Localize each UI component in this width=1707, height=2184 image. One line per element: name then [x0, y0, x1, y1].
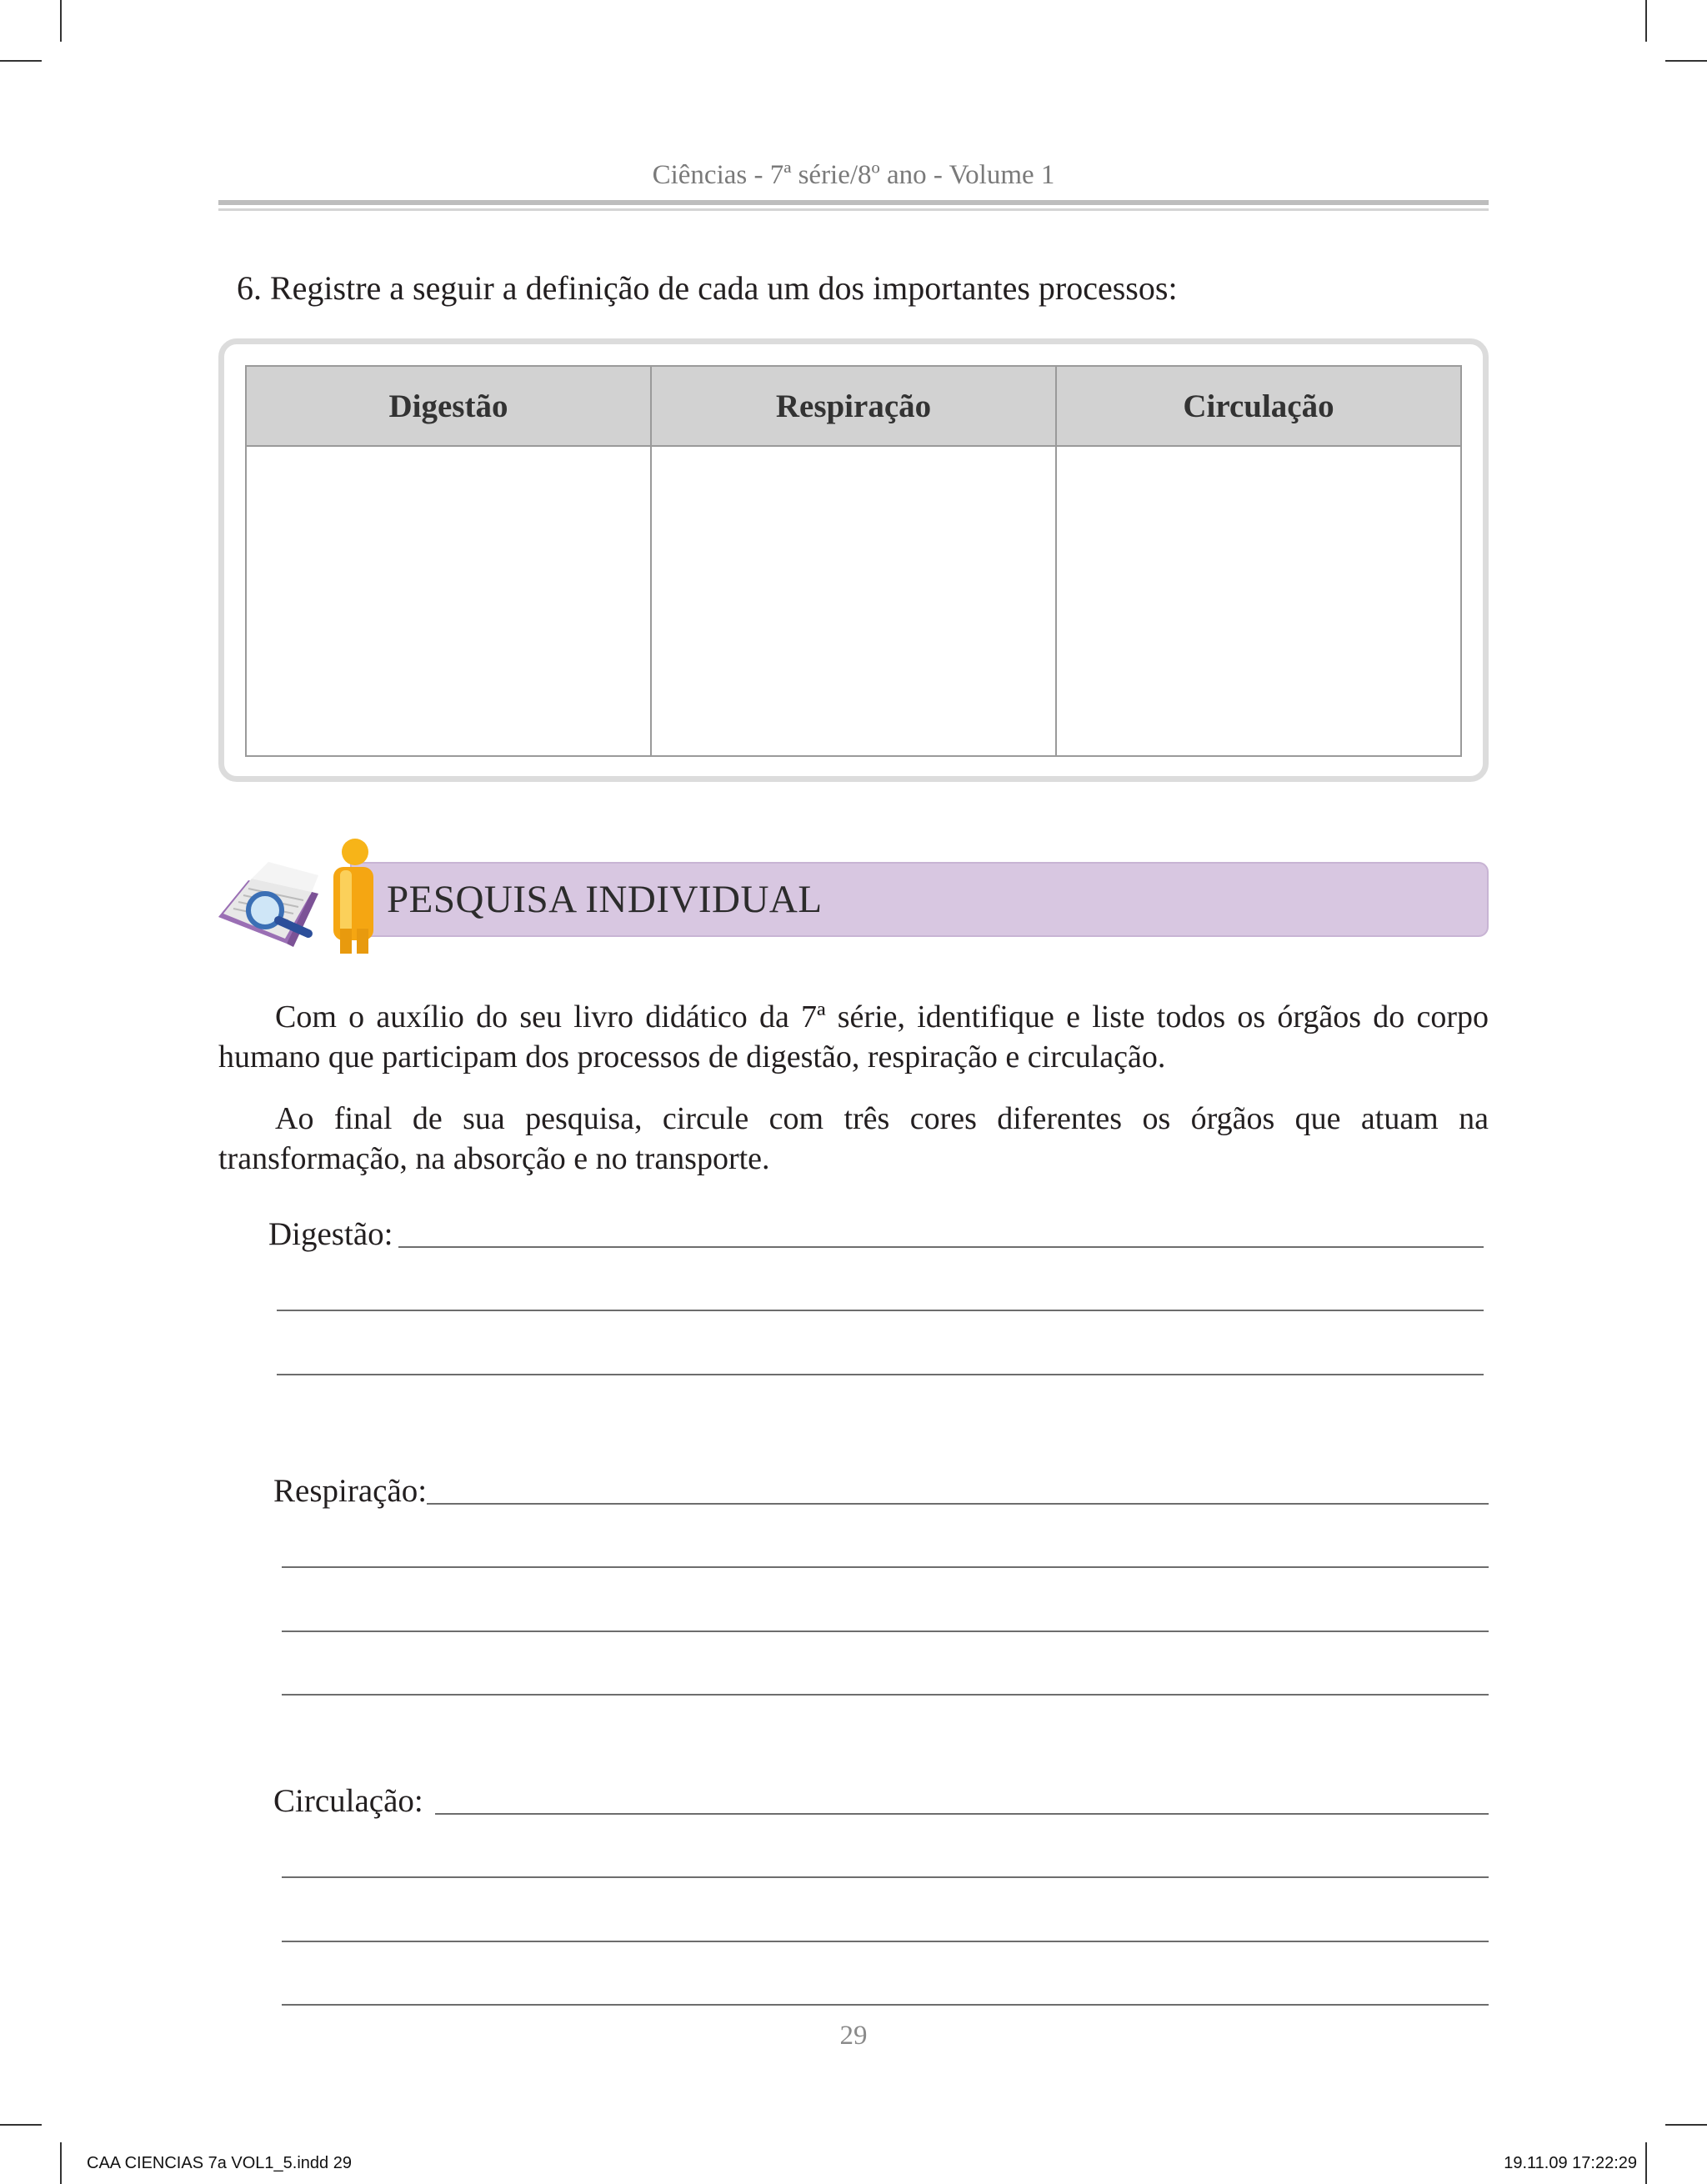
answer-line-circulacao[interactable]: [282, 2004, 1489, 2006]
crop-mark: [60, 0, 62, 42]
table-cell-circulacao[interactable]: [1056, 446, 1461, 756]
answer-line-respiracao[interactable]: [282, 1630, 1489, 1632]
answer-line-circulacao[interactable]: [282, 1876, 1489, 1878]
crop-mark: [0, 60, 42, 62]
crop-mark: [0, 2124, 42, 2126]
answer-line-respiracao[interactable]: [282, 1694, 1489, 1696]
table-cell-digestao[interactable]: [246, 446, 651, 756]
table-cell-respiracao[interactable]: [651, 446, 1056, 756]
answer-line-digestao[interactable]: [277, 1310, 1484, 1311]
answer-line-circulacao[interactable]: [435, 1813, 1489, 1815]
section-title: PESQUISA INDIVIDUAL: [387, 878, 823, 921]
answer-line-circulacao[interactable]: [282, 1941, 1489, 1942]
crop-mark: [1665, 60, 1707, 62]
slug-date: 19.11.09 17:22:29: [1504, 2154, 1637, 2172]
answer-line-respiracao[interactable]: [427, 1503, 1489, 1505]
answer-line-respiracao[interactable]: [282, 1566, 1489, 1568]
question-6: 6. Registre a seguir a definição de cada um dos importantes processos:: [237, 269, 1178, 307]
book-magnifier-person-icon: [215, 837, 382, 955]
table-header-respiracao: Respiração: [651, 366, 1056, 446]
instruction-paragraph: Com o auxílio do seu livro didático da 7ª série, identifique e liste todos os órgãos do corpo humano que participam dos processos de digestão, respiração e circulação.: [218, 999, 1489, 1074]
crop-mark: [1645, 0, 1647, 42]
field-label-respiracao: Respiração:: [273, 1473, 428, 1509]
table-header-circulacao: Circulação: [1056, 366, 1461, 446]
crop-mark: [60, 2142, 62, 2184]
header-rule: [218, 208, 1489, 211]
answer-line-digestao[interactable]: [398, 1246, 1484, 1248]
answer-line-digestao[interactable]: [277, 1374, 1484, 1375]
crop-mark: [1665, 2124, 1707, 2126]
process-table: [245, 365, 1462, 757]
page-number: 29: [839, 2021, 868, 2051]
field-label-circulacao: Circulação:: [273, 1783, 423, 1819]
instruction-paragraph: Ao final de sua pesquisa, circule com três cores diferentes os órgãos que atuam na transformação, na absorção e no transporte.: [218, 1101, 1489, 1176]
header-rule: [218, 200, 1489, 205]
slug-file: CAA CIENCIAS 7a VOL1_5.indd 29: [87, 2154, 352, 2172]
table-header-digestao: Digestão: [246, 366, 651, 446]
running-header: Ciências - 7ª série/8º ano - Volume 1: [652, 160, 1055, 190]
crop-mark: [1645, 2142, 1647, 2184]
field-label-digestao: Digestão:: [268, 1216, 393, 1252]
